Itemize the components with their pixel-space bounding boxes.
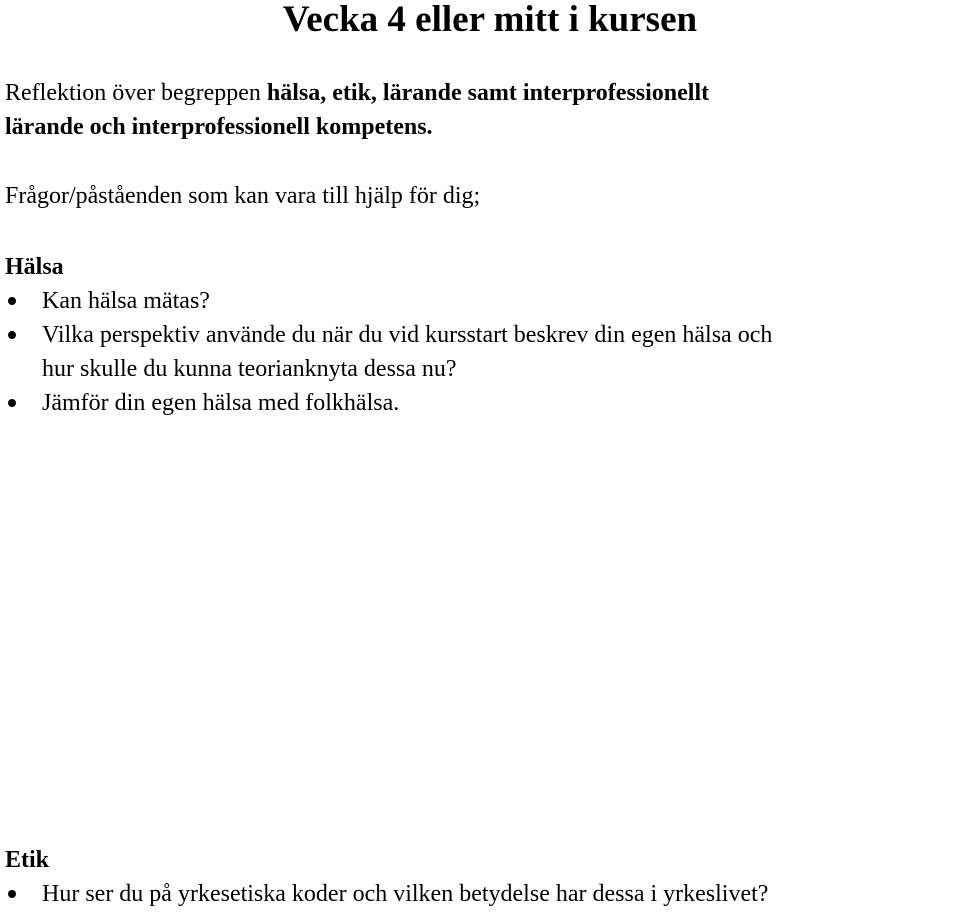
prompt-text: Frågor/påståenden som kan vara till hjälp för dig; (5, 183, 481, 209)
list-item (0, 318, 772, 386)
list-item-text: Jämför din egen hälsa med folkhälsa. (42, 390, 400, 416)
list-item-text: Vilka perspektiv använde du när du vid kursstart beskrev din egen hälsa och (42, 322, 773, 348)
bullet-icon (8, 399, 16, 407)
intro-bold-terms: hälsa, etik, lärande samt interprofessionellt (266, 80, 710, 106)
page-title: Vecka 4 eller mitt i kursen (282, 0, 698, 40)
list-item (0, 877, 768, 911)
intro-line-2 (5, 110, 433, 144)
halsa-question-list (0, 284, 772, 420)
etik-question-list (0, 877, 768, 911)
list-item-text: Kan hälsa mätas? (42, 288, 210, 314)
section-heading-etik: Etik (5, 847, 50, 873)
bullet-icon (8, 890, 16, 898)
list-item (0, 284, 772, 318)
section-heading-halsa: Hälsa (5, 254, 64, 280)
intro-prefix: Reflektion över begreppen (5, 80, 267, 106)
list-item-text-cont: hur skulle du kunna teorianknyta dessa nu? (42, 356, 457, 382)
intro-line-1 (5, 76, 709, 110)
list-item (0, 386, 772, 420)
intro-bold-terms-cont: lärande och interprofessionell kompetens. (5, 114, 433, 140)
bullet-icon (8, 297, 16, 305)
bullet-icon (8, 331, 16, 339)
list-item-text: Hur ser du på yrkesetiska koder och vilken betydelse har dessa i yrkeslivet? (42, 881, 769, 907)
